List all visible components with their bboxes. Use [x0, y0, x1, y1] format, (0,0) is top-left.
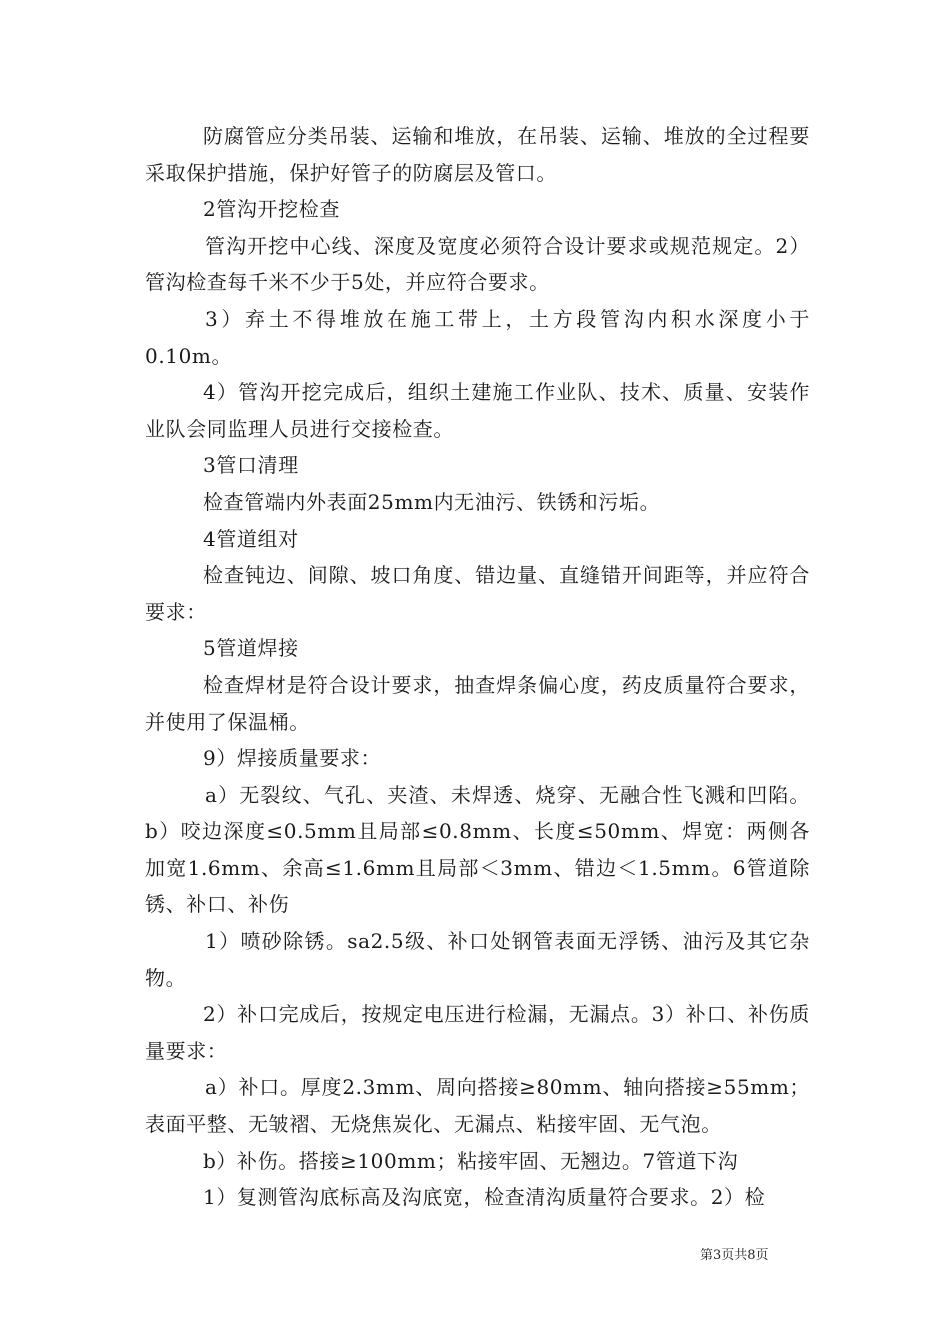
paragraph: 管沟开挖中心线、深度及宽度必须符合设计要求或规范规定。2）管沟检查每千米不少于5处，并应符合要求。: [145, 233, 810, 295]
paragraph: 3）弃土不得堆放在施工带上，土方段管沟内积水深度小于0.10m。: [145, 306, 810, 368]
paragraph: 4）管沟开挖完成后，组织土建施工作业队、技术、质量、安装作业队会同监理人员进行交接检查。: [145, 380, 810, 441]
page-number: 第3页共8页: [700, 1248, 769, 1263]
paragraph: a）无裂纹、气孔、夹渣、未焊透、烧穿、无融合性飞溅和凹陷。b）咬边深度≤0.5mm且局部≤0.8mm、长度≤50mm、焊宽：两侧各加宽1.6mm、余高≤1.6mm且局部＜3mm、错边＜1.5mm。6管道除锈、补口、补伤: [145, 782, 810, 917]
paragraph: 2）补口完成后，按规定电压进行检漏，无漏点。3）补口、补伤质量要求：: [145, 1002, 810, 1063]
section-heading: 3管口清理: [203, 453, 299, 478]
paragraph: 1）喷砂除锈。sa2.5级、补口处钢管表面无浮锈、油污及其它杂物。: [145, 929, 810, 990]
section-heading: 4管道组对: [203, 526, 299, 551]
paragraph: 防腐管应分类吊装、运输和堆放，在吊装、运输、堆放的全过程要采取保护措施，保护好管子的防腐层及管口。: [145, 124, 810, 185]
section-heading: 2管沟开挖检查: [203, 197, 340, 222]
paragraph: 1）复测管沟底标高及沟底宽，检查清沟质量符合要求。2）检: [203, 1185, 766, 1210]
paragraph: b）补伤。搭接≥100mm；粘接牢固、无翘边。7管道下沟: [203, 1148, 739, 1173]
section-heading: 5管道焊接: [203, 636, 299, 661]
paragraph: 检查焊材是符合设计要求，抽查焊条偏心度，药皮质量符合要求，并使用了保温桶。: [145, 672, 810, 734]
paragraph: 检查钝边、间隙、坡口角度、错边量、直缝错开间距等，并应符合要求：: [145, 563, 810, 624]
paragraph: 检查管端内外表面25mm内无油污、铁锈和污垢。: [203, 489, 661, 514]
body-text: [145, 118, 810, 1216]
paragraph: 9）焊接质量要求：: [203, 746, 382, 771]
paragraph: a）补口。厚度2.3mm、周向搭接≥80mm、轴向搭接≥55mm；表面平整、无皱褶、无烧焦炭化、无漏点、粘接牢固、无气泡。: [145, 1075, 810, 1137]
